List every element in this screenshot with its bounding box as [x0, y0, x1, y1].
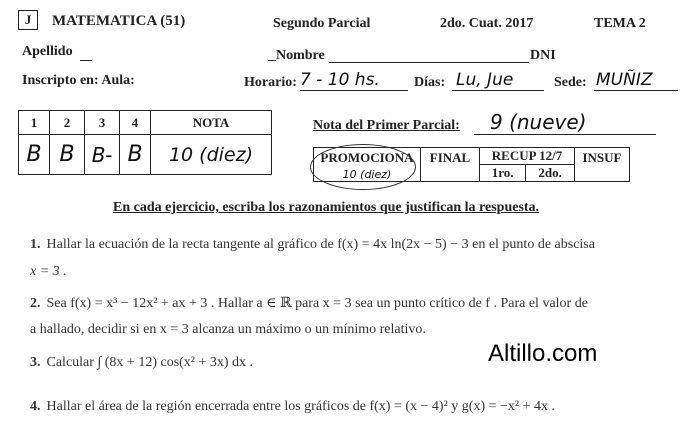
- question-3-number: 3.: [30, 355, 41, 370]
- grade-value-2: B: [50, 135, 85, 175]
- sede-line: [594, 90, 678, 91]
- grade-value-4: B: [120, 135, 151, 175]
- tema-title: TEMA 2: [594, 16, 646, 31]
- question-1-text: Hallar la ecuación de la recta tangente al gráfico de f(x) = 4x ln(2x − 5) − 3 en el punto de abscisa: [46, 237, 595, 252]
- horario-value: 7 - 10 hs.: [300, 70, 380, 90]
- question-2-line2: a hallado, decidir si en x = 3 alcanza un máximo o un mínimo relativo.: [30, 322, 426, 337]
- grade-header-1: 1: [19, 111, 50, 135]
- dni-label: DNI: [530, 48, 556, 63]
- question-1-line1: [30, 237, 595, 253]
- promociona-cell: [314, 148, 421, 182]
- grade-value-1: B: [19, 135, 50, 175]
- grade-header-3: 3: [85, 111, 120, 135]
- tema-mark: J: [24, 12, 32, 27]
- question-2-line1: [30, 295, 588, 312]
- insuf-label: INSUF: [582, 150, 622, 165]
- term-title: 2do. Cuat. 2017: [440, 16, 534, 31]
- question-4-text: Hallar el área de la región encerrada entre los gráficos de f(x) = (x − 4)² y g(x) = −x² + 4x .: [46, 399, 555, 414]
- nombre-line: [329, 62, 529, 63]
- apellido-line: [80, 60, 92, 61]
- question-1-number: 1.: [30, 237, 41, 252]
- final-cell: [421, 148, 480, 182]
- grades-header-row: [19, 111, 272, 135]
- question-2-text: Sea f(x) = x³ − 12x² + ax + 3 . Hallar a ∈ ℝ para x = 3 sea un punto crítico de f . Para el valor de: [46, 296, 588, 311]
- question-3-text: Calcular ∫ (8x + 12) cos(x² + 3x) dx .: [46, 355, 254, 370]
- promociona-circle: [310, 144, 416, 190]
- promociona-value: 10 (diez): [342, 168, 392, 181]
- first-partial-value: 9 (nueve): [490, 110, 587, 134]
- nombre-line-pre: [268, 60, 276, 61]
- question-1-line2: x = 3 .: [30, 264, 67, 279]
- horario-label: Horario:: [244, 75, 297, 90]
- promociona-label: PROMOCIONA: [320, 150, 414, 165]
- recup-1-label: 1ro.: [480, 165, 526, 182]
- sede-label: Sede:: [554, 75, 587, 90]
- grade-value-3: B-: [85, 135, 120, 175]
- horario-line: [300, 90, 408, 91]
- insuf-cell: [575, 148, 630, 182]
- grade-header-2: 2: [50, 111, 85, 135]
- question-4-number: 4.: [30, 399, 41, 414]
- exam-title: Segundo Parcial: [273, 16, 371, 31]
- grades-table: [18, 110, 272, 175]
- status-header-row: [314, 148, 630, 165]
- inscripto-label: Inscripto en: Aula:: [22, 73, 135, 88]
- grade-header-4: 4: [120, 111, 151, 135]
- tema-mark-box: [18, 10, 38, 30]
- recup-2-label: 2do.: [526, 165, 575, 182]
- nombre-label: Nombre: [276, 48, 325, 63]
- instruction-text: En cada ejercicio, escriba los razonamientos que justifican la respuesta.: [113, 200, 540, 215]
- grade-header-nota: NOTA: [151, 111, 272, 135]
- status-table: [313, 147, 630, 182]
- first-partial-line: [474, 134, 656, 135]
- watermark-logo: Altillo.com: [488, 340, 598, 367]
- dias-value: Lu, Jue: [456, 70, 514, 90]
- question-2-number: 2.: [30, 296, 41, 311]
- question-3-line1: [30, 355, 253, 371]
- subject-title: MATEMATICA (51): [52, 13, 186, 29]
- recup-label: RECUP 12/7: [480, 148, 575, 165]
- dias-label: Días:: [414, 75, 446, 90]
- dias-line: [452, 90, 544, 91]
- apellido-label: Apellido: [22, 44, 73, 59]
- sede-value: MUÑIZ: [596, 70, 653, 90]
- question-4-line1: [30, 399, 555, 415]
- grades-value-row: [19, 135, 272, 175]
- first-partial-label: Nota del Primer Parcial:: [313, 118, 460, 133]
- final-label: FINAL: [429, 150, 471, 165]
- grade-value-nota: 10 (diez): [151, 135, 272, 175]
